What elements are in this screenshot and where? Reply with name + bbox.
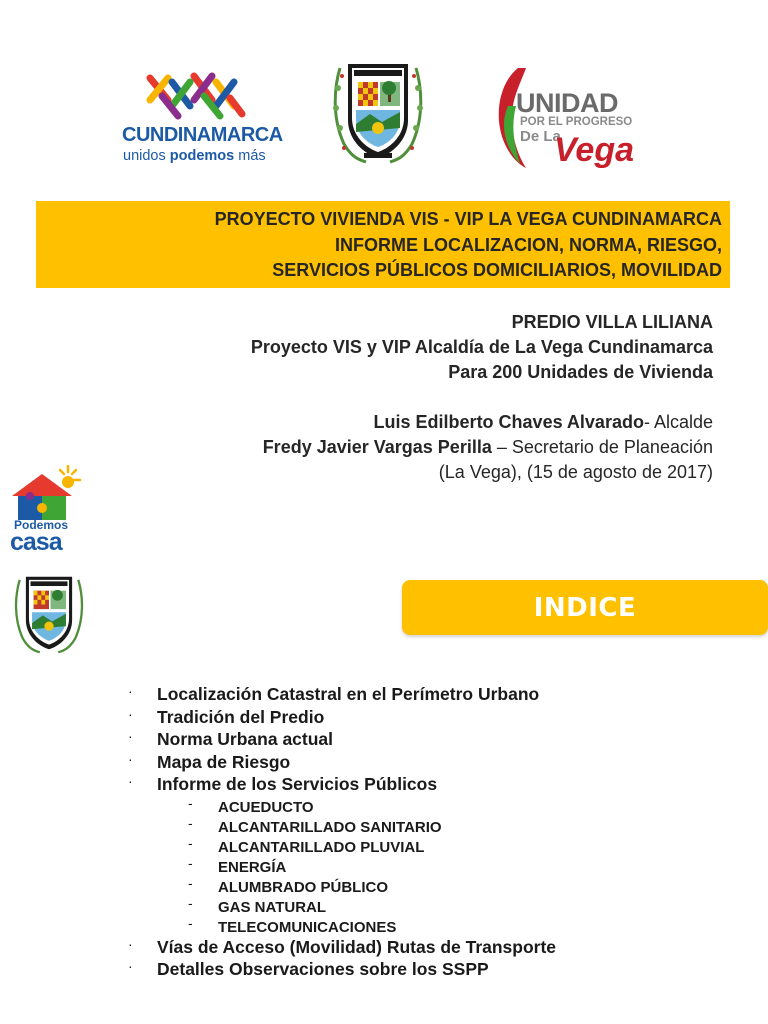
- municipal-shield-icon: [330, 58, 426, 164]
- sub-list-item: - ENERGÍA: [188, 854, 287, 876]
- units-text: Para 200 Unidades de Vivienda: [448, 362, 713, 382]
- municipal-shield-small-icon: [12, 572, 86, 654]
- list-item: · Detalles Observaciones sobre los SSPP: [128, 958, 489, 979]
- sub-list-item: - ALCANTARILLADO PLUVIAL: [188, 834, 425, 856]
- list-item: · Mapa de Riesgo: [128, 750, 291, 772]
- list-item: · Informe de los Servicios Públicos: [128, 773, 438, 794]
- unidad-line3: De La: [520, 128, 561, 145]
- place-date: (La Vega), (15 de agosto de 2017): [438, 462, 713, 482]
- unidad-line2: POR EL PROGRESO: [520, 116, 633, 128]
- mayor-line: [73, 410, 713, 435]
- sub-list-item: - ALUMBRADO PÚBLICO: [188, 874, 388, 896]
- sub-list-item: - ACUEDUCTO: [188, 794, 314, 816]
- casa-word: casa: [10, 528, 62, 556]
- list-item: · Norma Urbana actual: [128, 728, 334, 749]
- cundinamarca-mark-icon: [142, 70, 246, 120]
- banner-line-3: SERVICIOS PÚBLICOS DOMICILIARIOS, MOVILIDAD: [272, 260, 722, 280]
- secretary-line: [73, 435, 713, 460]
- secretary-name: Fredy Javier Vargas Perilla: [262, 437, 492, 457]
- project-title-banner: [36, 201, 730, 288]
- unidad-logo: [490, 66, 635, 168]
- project-info: [73, 310, 713, 485]
- banner-line-2: INFORME LOCALIZACION, NORMA, RIESGO,: [335, 234, 722, 255]
- cundinamarca-name: CUNDINAMARCA: [122, 124, 283, 146]
- project-subtitle: Proyecto VIS y VIP Alcaldía de La Vega Cundinamarca: [250, 337, 713, 357]
- sub-list-item: - ALCANTARILLADO SANITARIO: [188, 814, 442, 836]
- unidad-line4: Vega: [554, 131, 635, 169]
- mayor-role: - Alcalde: [643, 412, 713, 432]
- unidad-word: UNIDAD: [516, 88, 618, 118]
- list-item: · Tradición del Predio: [128, 705, 325, 727]
- sub-list-item: - TELECOMUNICACIONES: [188, 914, 397, 936]
- list-item: · Localización Catastral en el Perímetro Urbano: [128, 683, 540, 704]
- podemos-casa-logo: [8, 462, 84, 554]
- banner-line-1: PROYECTO VIVIENDA VIS - VIP LA VEGA CUNDINAMARCA: [214, 209, 722, 229]
- cundinamarca-logo: [118, 70, 283, 166]
- indice-heading[interactable]: INDICE: [402, 580, 768, 635]
- podemos-word: Podemos: [14, 518, 69, 532]
- mayor-name: Luis Edilberto Chaves Alvarado: [373, 412, 644, 432]
- cundinamarca-slogan: unidos podemos más: [123, 148, 266, 164]
- predio-title: PREDIO VILLA LILIANA: [511, 312, 713, 332]
- index-list: [128, 684, 748, 982]
- list-item: · Vías de Acceso (Movilidad) Rutas de Transporte: [128, 935, 557, 957]
- puzzle-house-icon: [8, 462, 84, 522]
- sub-list-item: - GAS NATURAL: [188, 894, 327, 916]
- secretary-role: – Secretario de Planeación: [491, 437, 713, 457]
